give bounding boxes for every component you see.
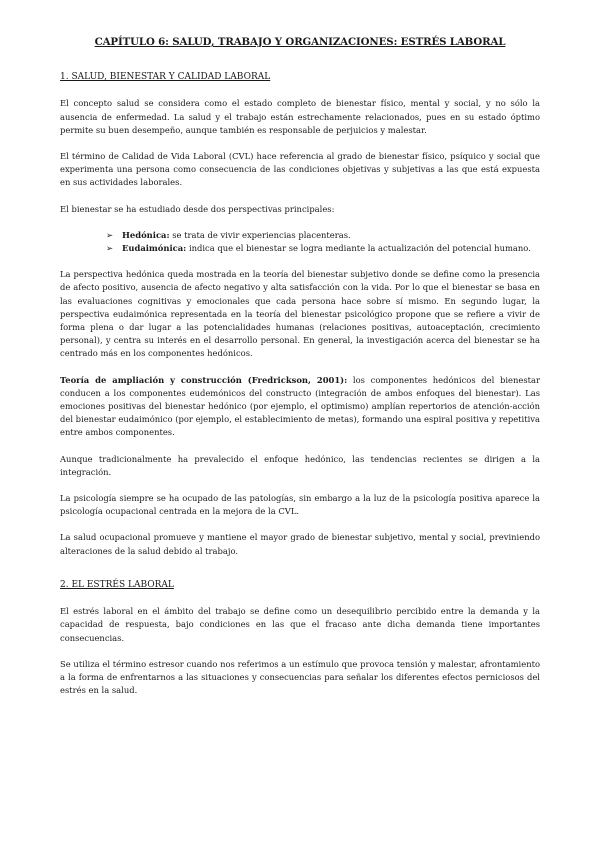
- paragraph-integracion: Aunque tradicionalmente ha prevalecido el enfoque hedónico, las tendencias recientes se dirigen a la integración.: [60, 453, 540, 477]
- paragraph-salud-ocupacional: La salud ocupacional promueve y mantiene el mayor grado de bienestar subjetivo, mental y social, previniendo alteraciones de la salud debido al trabajo.: [60, 532, 540, 556]
- bullet-text: se trata de vivir experiencias placenteras.: [169, 229, 351, 240]
- paragraph-perspectiva-hedonica: La perspectiva hedónica queda mostrada en la teoría del bienestar subjetivo donde se define como la presencia de afecto positivo, ausencia de afecto negativo y alta satisfacción con la vida. Por lo que el bienestar se basa en las evaluaciones cognitivas y emocionales que cada persona hace sobre sí mismo. En segundo lugar, la perspectiva eudaimónica representada en la teoría del bienestar psicológico propone que se refiere a vivir de forma plena o dar lugar a las potencialidades humanas (relaciones positivas, autoaceptación, crecimiento personal), y centra su interés en el desarrollo personal. En general, la investigación acerca del bienestar se ha centrado más en los componentes hedónicos.: [60, 269, 540, 359]
- arrow-bullet-icon: ➢: [106, 229, 114, 240]
- paragraph-cvl: El término de Calidad de Vida Laboral (CVL) hace referencia al grado de bienestar físico, psíquico y social que experimenta una persona como consecuencia de las condiciones objetivas y subjetivas a las que está expuesta en sus actividades laborales.: [60, 151, 540, 188]
- section-heading-salud: 1. SALUD, BIENESTAR Y CALIDAD LABORAL: [60, 72, 271, 83]
- perspectives-list: [60, 229, 540, 255]
- arrow-bullet-icon: ➢: [106, 243, 114, 254]
- paragraph-estresor: Se utiliza el término estresor cuando nos referimos a un estímulo que provoca tensión y malestar, afrontamiento a la forma de enfrentarnos a las situaciones y consecuencias para señalar los diferentes efectos perniciosos del estrés en la salud.: [60, 658, 540, 696]
- page-title: CAPÍTULO 6: SALUD, TRABAJO Y ORGANIZACIONES: ESTRÉS LABORAL: [94, 36, 506, 48]
- paragraph-perspectivas: El bienestar se ha estudiado desde dos perspectivas principales:: [60, 203, 335, 214]
- list-item-hedonica: [106, 229, 540, 242]
- paragraph-salud-concepto: El concepto salud se considera como el estado completo de bienestar físico, mental y social, y no sólo la ausencia de enfermedad. La salud y el trabajo están estrechamente relacionados, pues en su estado óptimo permite su buen desempeño, aunque también es responsable de perjuicios y malestar.: [60, 98, 540, 135]
- section-heading-estres: 2. EL ESTRÉS LABORAL: [60, 579, 174, 590]
- paragraph-estres-definicion: El estrés laboral en el ámbito del trabajo se define como un desequilibrio percibido entre la demanda y la capacidad de respuesta, bajo condiciones en las que el fracaso ante dicha demanda tiene importantes consecuencias.: [60, 606, 540, 643]
- bullet-text: indica que el bienestar se logra mediante la actualización del potencial humano.: [186, 243, 531, 254]
- list-item-eudaimonica: [106, 242, 540, 255]
- bullet-term: Hedónica:: [122, 229, 170, 240]
- bullet-term: Eudaimónica:: [122, 243, 187, 254]
- theory-term: Teoría de ampliación y construcción (Fredrickson, 2001):: [60, 374, 348, 385]
- paragraph-fredrickson: [60, 374, 540, 440]
- theory-text: los componentes hedónicos del bienestar conducen a los componentes eudemónicos del constructo (integración de ambos enfoques del bienestar). Las emociones positivas del bienestar hedónico (por ejemplo, el optimismo) amplían repertorios de atención-acción del bienestar eudaimónico (por ejemplo, el establecimiento de metas), formando una espiral positiva y repetitiva entre ambos componentes.: [60, 374, 540, 438]
- paragraph-psicologia: La psicología siempre se ha ocupado de las patologías, sin embargo a la luz de la psicología positiva aparece la psicología ocupacional centrada en la mejora de la CVL.: [60, 493, 540, 517]
